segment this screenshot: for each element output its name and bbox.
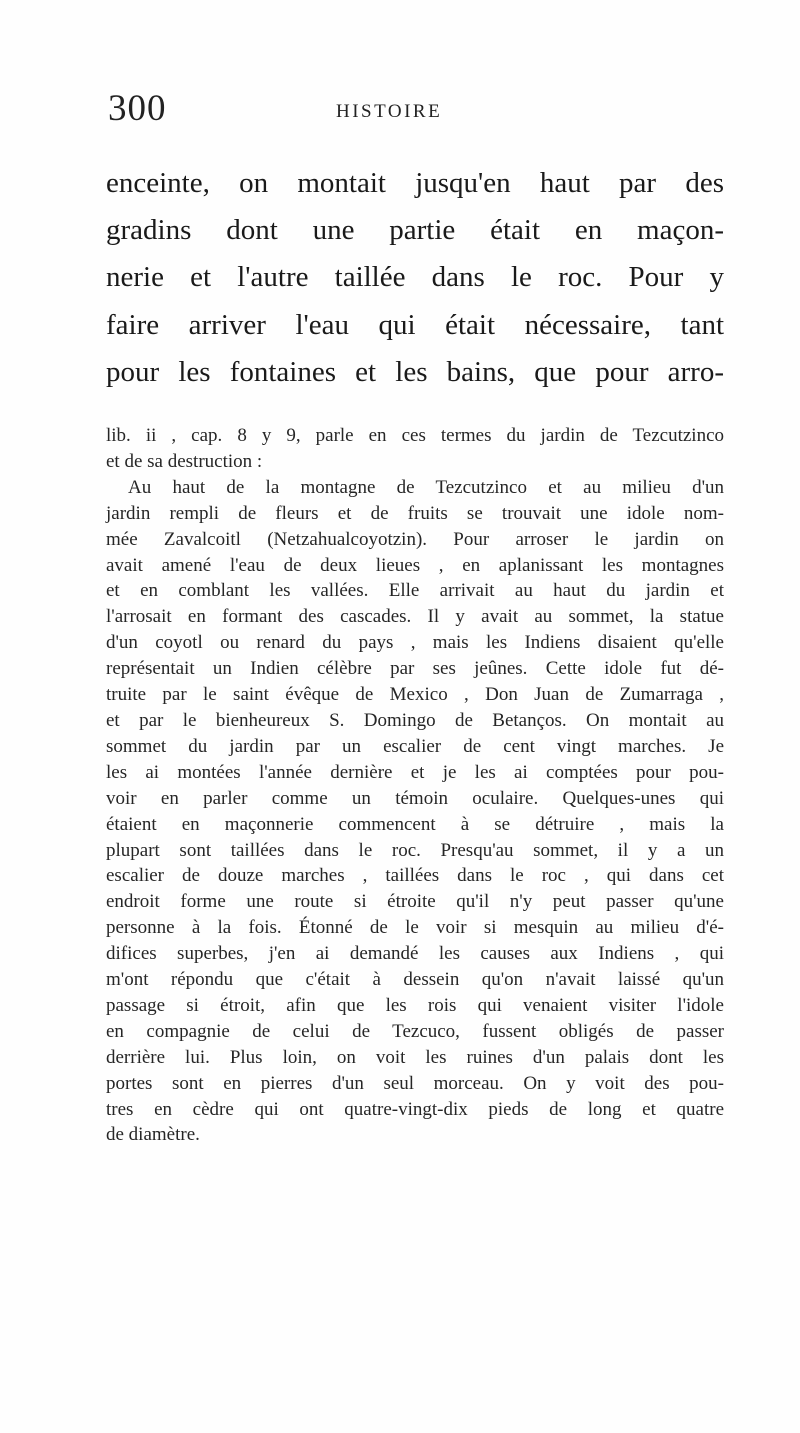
footnote-line: passage si étroit, afin que les rois qui venaient visiter l'idole bbox=[106, 994, 724, 1016]
footnote-line: sommet du jardin par un escalier de cent vingt marches. Je bbox=[106, 735, 724, 757]
running-head: HISTOIRE bbox=[336, 101, 443, 122]
footnote-line: et de sa destruction : bbox=[106, 450, 263, 472]
main-text-line: gradins dont une partie était en maçon- bbox=[106, 214, 724, 247]
footnote-line: lib. ii , cap. 8 y 9, parle en ces termes du jardin de Tezcutzinco bbox=[106, 425, 724, 446]
page-number: 300 bbox=[108, 88, 167, 129]
main-text-line: faire arriver l'eau qui était nécessaire, tant bbox=[106, 308, 724, 341]
footnote-line: étaient en maçonnerie commencent à se détruire , mais la bbox=[106, 813, 724, 835]
footnote-line: représentait un Indien célèbre par ses jeûnes. Cette idole fut dé- bbox=[106, 658, 724, 680]
footnote-line: endroit forme une route si étroite qu'il n'y peut passer qu'une bbox=[106, 891, 724, 913]
footnote-line: portes sont en pierres d'un seul morceau. On y voit des pou- bbox=[106, 1072, 724, 1094]
footnote-line: l'arrosait en formant des cascades. Il y avait au sommet, la statue bbox=[106, 606, 724, 628]
footnote-line: Au haut de la montagne de Tezcutzinco et au milieu d'un bbox=[128, 476, 724, 498]
footnote-line: escalier de douze marches , taillées dans le roc , qui dans cet bbox=[106, 865, 724, 887]
main-text-line: enceinte, on montait jusqu'en haut par des bbox=[106, 167, 724, 199]
footnote-block bbox=[106, 423, 724, 1148]
footnote-line: et en comblant les vallées. Elle arrivait au haut du jardin et bbox=[106, 580, 724, 602]
footnote-line: derrière lui. Plus loin, on voit les ruines d'un palais dont les bbox=[106, 1046, 724, 1068]
footnote-line: d'un coyotl ou renard du pays , mais les Indiens disaient qu'elle bbox=[106, 632, 724, 654]
footnote-line: en compagnie de celui de Tezcuco, fussent obligés de passer bbox=[106, 1020, 724, 1042]
footnote-line: voir en parler comme un témoin oculaire. Quelques-unes qui bbox=[106, 787, 724, 809]
footnote-line: jardin rempli de fleurs et de fruits se trouvait une idole nom- bbox=[106, 502, 724, 524]
footnote-line: plupart sont taillées dans le roc. Presqu'au sommet, il y a un bbox=[106, 839, 724, 861]
footnote-line: avait amené l'eau de deux lieues , en aplanissant les montagnes bbox=[106, 554, 724, 576]
footnote-line: mée Zavalcoitl (Netzahualcoyotzin). Pour arroser le jardin on bbox=[106, 528, 724, 550]
footnote-line: personne à la fois. Étonné de le voir si mesquin au milieu d'é- bbox=[106, 917, 724, 939]
footnote-line: m'ont répondu que c'était à dessein qu'on n'avait laissé qu'un bbox=[106, 969, 724, 991]
main-text-line: nerie et l'autre taillée dans le roc. Pour y bbox=[106, 261, 724, 294]
footnote-line: truite par le saint évêque de Mexico , Don Juan de Zumarraga , bbox=[106, 684, 724, 706]
main-text-block bbox=[106, 160, 724, 396]
main-text-line: pour les fontaines et les bains, que pour arro- bbox=[106, 355, 724, 388]
footnote-line: tres en cèdre qui ont quatre-vingt-dix pieds de long et quatre bbox=[106, 1098, 724, 1120]
footnote-line: difices superbes, j'en ai demandé les causes aux Indiens , qui bbox=[106, 943, 724, 965]
footnote-line: et par le bienheureux S. Domingo de Betanços. On montait au bbox=[106, 709, 724, 731]
footnote-line: de diamètre. bbox=[106, 1124, 200, 1146]
page-header bbox=[108, 88, 708, 138]
footnote-line: les ai montées l'année dernière et je les ai comptées pour pou- bbox=[106, 761, 724, 783]
